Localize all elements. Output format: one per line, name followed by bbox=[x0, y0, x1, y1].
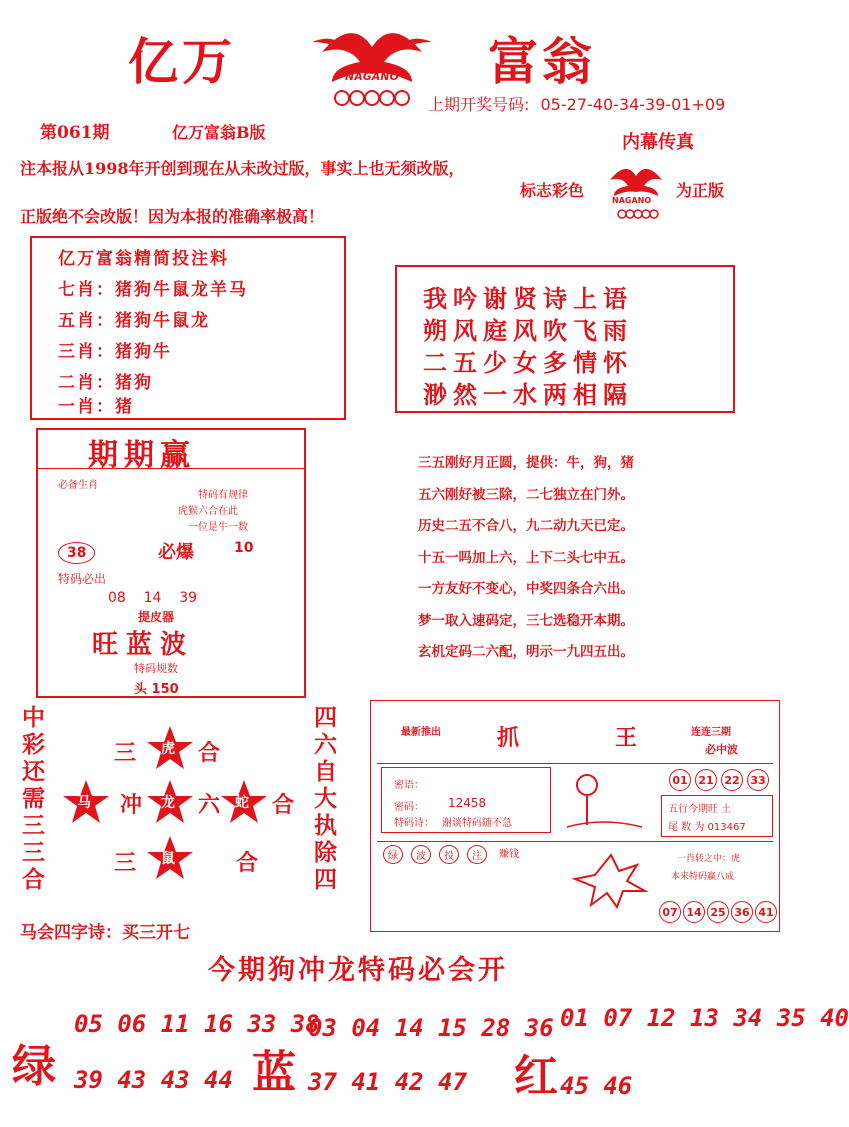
small-maple-logo bbox=[600, 158, 672, 220]
combo-char: 三 bbox=[114, 740, 137, 766]
left-vertical-text: 中彩还需三三合 bbox=[18, 705, 45, 894]
combo-char: 六 bbox=[198, 792, 221, 818]
qiqi-ten: 10 bbox=[234, 540, 254, 556]
tag-badge: 绿 bbox=[383, 845, 403, 864]
code-value: 12458 bbox=[448, 796, 487, 810]
poem-box bbox=[395, 265, 735, 413]
issue-number: 第061期 bbox=[40, 123, 110, 143]
right-vertical-text: 四六自大执除四 bbox=[310, 705, 337, 894]
grab-secret-panel bbox=[381, 767, 551, 833]
grab-box bbox=[370, 700, 780, 932]
picks-row: 一肖：猪 bbox=[58, 397, 134, 417]
qiqi-nums: 08 14 39 bbox=[108, 590, 198, 606]
insider-title: 内幕传真 bbox=[622, 132, 694, 153]
number-ball: 14 bbox=[683, 901, 705, 923]
combo-char: 虎 bbox=[161, 741, 175, 757]
number-ball: 41 bbox=[755, 901, 777, 923]
qiqi-title: 期期赢 bbox=[88, 438, 196, 473]
notice-line-1: 注本报从1998年开创到现在从未改过版，事实上也无须改版， bbox=[20, 159, 465, 178]
qiqi-must: 必爆 bbox=[158, 542, 194, 563]
number-ball: 07 bbox=[659, 901, 681, 923]
number-ball: 01 bbox=[669, 769, 691, 791]
wuxing-text: 五行今期旺 土 bbox=[668, 804, 732, 815]
number-ball: 22 bbox=[721, 769, 743, 791]
tema-value: 谢谈特码随不急 bbox=[442, 818, 512, 829]
tag-badge: 赚钱 bbox=[499, 849, 519, 860]
qiqi-wave: 旺蓝波 bbox=[92, 630, 195, 660]
combo-area bbox=[60, 720, 310, 890]
qiqi-sub1: 必备生肖 bbox=[58, 480, 98, 491]
blue-numbers-2: 37 41 42 47 bbox=[308, 1068, 467, 1096]
logo-prefix: 标志彩色 bbox=[520, 181, 585, 200]
qiqi-sub3: 虎猴六合在此 bbox=[178, 506, 238, 517]
last-draw-label: 上期开奖号码: bbox=[428, 95, 530, 114]
qiqi-sub4: 一位是牛一数 bbox=[188, 522, 248, 533]
qiqi-box bbox=[36, 428, 306, 698]
grab-divider-2 bbox=[377, 841, 773, 842]
qiqi-small: 特码规数 bbox=[134, 662, 178, 675]
title-right: 富翁 bbox=[488, 32, 596, 91]
poem-line: 我吟谢贤诗上语 bbox=[423, 284, 633, 313]
poem-line: 渺然一水两相隔 bbox=[423, 380, 633, 409]
verse-line: 一方友好不变心，中奖四条合六出。 bbox=[418, 581, 634, 597]
combo-char: 冲 bbox=[120, 792, 143, 818]
tail-text: 尾 数 为 013467 bbox=[668, 822, 746, 833]
wuxing-panel bbox=[661, 795, 773, 837]
combo-char: 合 bbox=[236, 850, 259, 876]
picks-row: 七肖：猪狗牛鼠龙羊马 bbox=[58, 280, 248, 300]
picks-row: 二肖：猪狗 bbox=[58, 373, 153, 393]
green-label: 绿 bbox=[12, 1041, 56, 1092]
combo-char: 马 bbox=[77, 795, 91, 811]
number-ball: 36 bbox=[731, 901, 753, 923]
notice-line-2: 正版绝不会改版！因为本报的准确率极高！ bbox=[20, 207, 325, 226]
bottom-note-2: 本来特码赢八成 bbox=[671, 872, 735, 882]
tag-badge: 波 bbox=[411, 845, 431, 864]
grab-divider bbox=[377, 763, 773, 764]
red-label: 红 bbox=[514, 1051, 558, 1102]
picks-box bbox=[30, 236, 346, 420]
grab-top-left: 最新推出 bbox=[401, 727, 441, 738]
logo-text: NAGANO bbox=[345, 70, 399, 83]
verse-line: 梦一取入速码定，三七选稳开本期。 bbox=[418, 612, 634, 629]
qiqi-last: 头 150 bbox=[134, 682, 179, 697]
grab-top-right-2: 必中波 bbox=[705, 743, 738, 756]
combo-char: 合 bbox=[198, 740, 221, 766]
combo-char: 三 bbox=[114, 850, 137, 876]
bottom-note: 一肖转之中：虎 bbox=[677, 854, 741, 864]
qiqi-link: 提皮器 bbox=[138, 610, 175, 624]
verse-line: 历史二五不合八，九二动九天已定。 bbox=[418, 518, 634, 534]
banner: 今期狗冲龙特码必会开 bbox=[208, 955, 508, 986]
verse-line: 三五刚好月正圆，提供：牛，狗，猪 bbox=[418, 455, 634, 471]
number-ball: 33 bbox=[747, 769, 769, 791]
combo-char: 合 bbox=[272, 792, 295, 818]
qiqi-divider bbox=[38, 468, 304, 469]
poem-line: 朔风庭风吹飞雨 bbox=[423, 316, 633, 345]
blue-numbers-1: 03 04 14 15 28 36 bbox=[308, 1014, 554, 1042]
number-ball: 25 bbox=[707, 901, 729, 923]
qiqi-ball: 38 bbox=[58, 542, 95, 564]
blue-label: 蓝 bbox=[252, 1047, 296, 1098]
burst-illustration-icon bbox=[561, 851, 661, 911]
verse-line: 玄机定码二六配，明示一九四五出。 bbox=[418, 644, 634, 660]
qiqi-sub2: 特码有规律 bbox=[198, 490, 248, 501]
tag-badge: 投 bbox=[439, 845, 459, 864]
grab-top-right: 连连三期 bbox=[691, 727, 731, 738]
poem-line: 二五少女多情怀 bbox=[423, 348, 633, 377]
red-numbers-1: 01 07 12 13 34 35 40 bbox=[560, 1004, 849, 1032]
verse-block bbox=[418, 448, 634, 669]
verse-line: 五六刚好被三除，二七独立在门外。 bbox=[418, 486, 634, 503]
verse-line: 十五一吗加上六，上下二头七中五。 bbox=[418, 549, 634, 566]
ma-poem: 马会四字诗：买三开七 bbox=[20, 923, 190, 943]
number-ball: 21 bbox=[695, 769, 717, 791]
last-draw-numbers: 05-27-40-34-39-01+09 bbox=[540, 95, 726, 114]
picks-row: 五肖：猪狗牛鼠龙 bbox=[58, 311, 210, 331]
tema-label: 特码诗： bbox=[394, 818, 434, 829]
combo-char: 龙 bbox=[161, 795, 175, 811]
grab-title-1: 抓 bbox=[497, 725, 520, 751]
logo-suffix: 为正版 bbox=[676, 181, 725, 200]
green-numbers-1: 05 06 11 16 33 38 bbox=[74, 1010, 320, 1038]
combo-char: 蛇 bbox=[235, 795, 249, 811]
secret-label: 密语： bbox=[394, 780, 424, 791]
grab-title-2: 王 bbox=[615, 725, 638, 751]
qiqi-tema: 特码必出 bbox=[58, 572, 107, 586]
green-numbers-2: 39 43 43 44 bbox=[74, 1066, 233, 1094]
title-left: 亿万 bbox=[128, 32, 236, 91]
code-label: 密码： bbox=[394, 802, 424, 813]
tree-illustration-icon bbox=[557, 767, 647, 833]
edition: 亿万富翁B版 bbox=[172, 123, 266, 142]
picks-title: 亿万富翁精简投注料 bbox=[58, 249, 229, 269]
small-logo-text: NAGANO bbox=[612, 196, 652, 205]
picks-row: 三肖：猪狗牛 bbox=[58, 342, 172, 362]
last-draw bbox=[428, 92, 725, 115]
tag-badge: 注 bbox=[467, 845, 487, 864]
combo-char: 鼠 bbox=[161, 851, 175, 867]
red-numbers-2: 45 46 bbox=[560, 1072, 633, 1100]
